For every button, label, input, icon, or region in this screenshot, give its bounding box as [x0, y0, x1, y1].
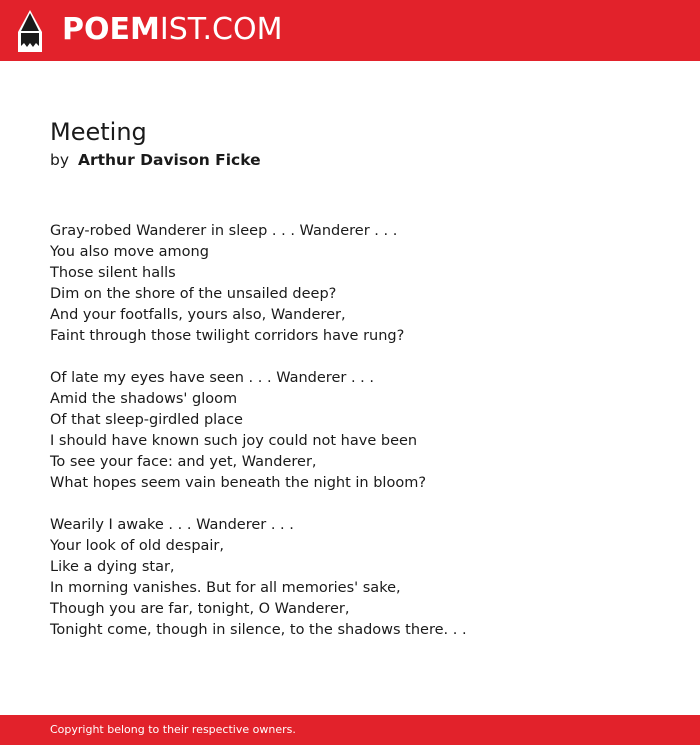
poem-line: Of late my eyes have seen . . . Wanderer . . .: [50, 370, 374, 386]
stanza-3: [50, 515, 670, 641]
poem-line: In morning vanishes. But for all memories' sake,: [50, 580, 401, 596]
poem-line: Amid the shadows' gloom: [50, 391, 238, 407]
site-header: [0, 0, 700, 61]
poem-line: Wearily I awake . . . Wanderer . . .: [50, 517, 294, 533]
poem-line: Tonight come, though in silence, to the shadows there. . .: [50, 622, 467, 638]
poem-line: Like a dying star,: [50, 559, 175, 575]
stanza-1: [50, 221, 670, 347]
pencil-icon: [18, 10, 42, 52]
poem-line: I should have known such joy could not have been: [50, 433, 418, 449]
poem-content: [50, 117, 670, 662]
author-link[interactable]: Arthur Davison Ficke: [77, 151, 261, 169]
poem-line: What hopes seem vain beneath the night in bloom?: [50, 475, 427, 491]
poem-line: Of that sleep-girdled place: [50, 412, 243, 428]
stanza-2: [50, 368, 670, 494]
poem-line: To see your face: and yet, Wanderer,: [50, 454, 317, 470]
logo-text-bold: POEM: [62, 12, 160, 47]
poem-line: Those silent halls: [50, 265, 176, 281]
poem-line: Gray-robed Wanderer in sleep . . . Wanderer . . .: [50, 223, 398, 239]
poem-line: Faint through those twilight corridors have rung?: [50, 328, 405, 344]
poem-line: Dim on the shore of the unsailed deep?: [50, 286, 337, 302]
poem-title: Meeting: [50, 118, 147, 146]
by-label: by: [50, 151, 70, 169]
site-logo-text: [62, 12, 282, 48]
poem-body: [50, 221, 670, 641]
poem-line: And your footfalls, yours also, Wanderer,: [50, 307, 346, 323]
poem-line: You also move among: [50, 244, 209, 260]
poem-line: Though you are far, tonight, O Wanderer,: [50, 601, 350, 617]
site-footer: [0, 715, 700, 745]
poem-line: Your look of old despair,: [50, 538, 225, 554]
copyright-text: Copyright belong to their respective owners.: [50, 723, 296, 736]
logo-text-light: IST.COM: [159, 12, 283, 47]
poem-byline: [50, 149, 670, 171]
